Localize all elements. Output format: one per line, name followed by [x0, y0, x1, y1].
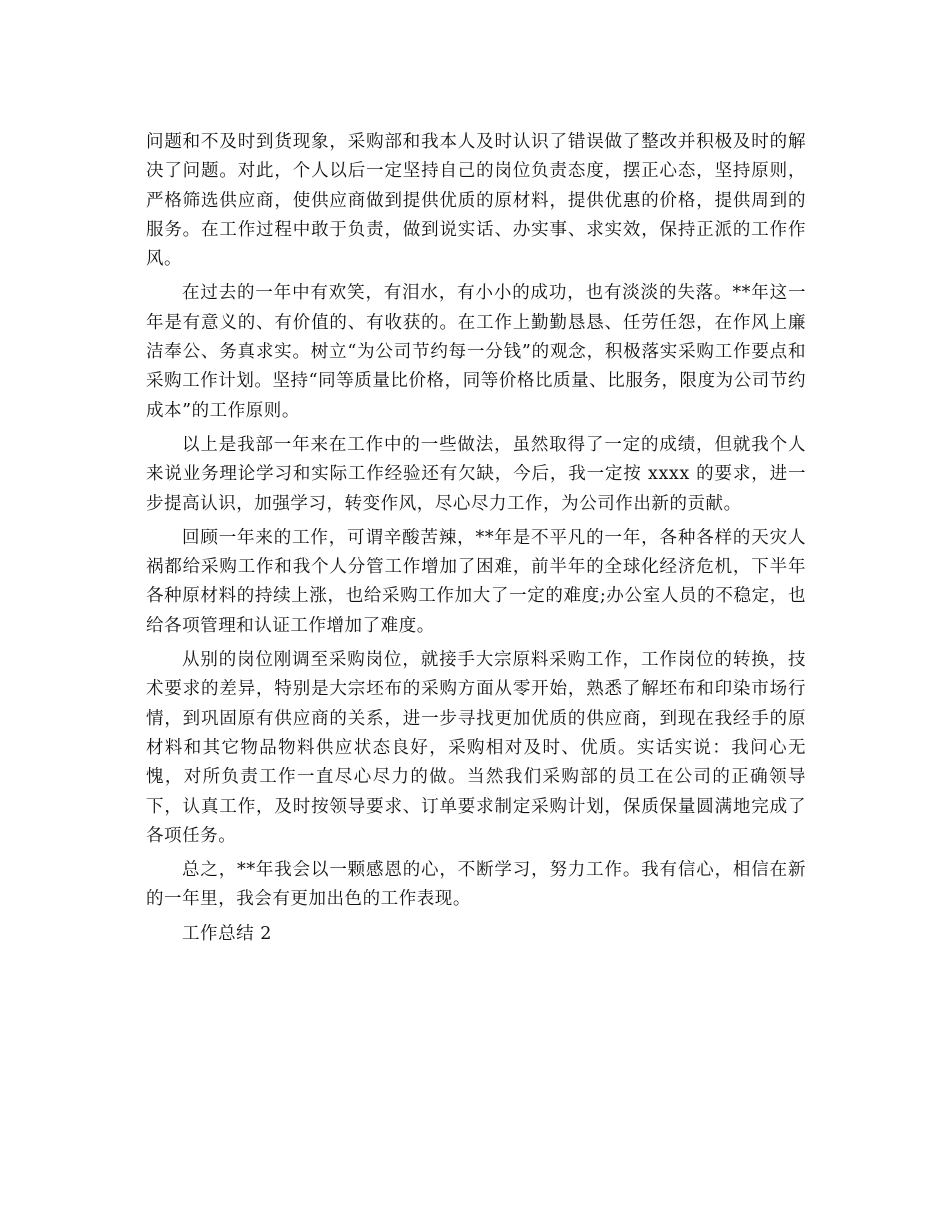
- paragraph-5: 从别的岗位刚调至采购岗位，就接手大宗原料采购工作，工作岗位的转换，技术要求的差异，特别是大宗坯布的采购方面从零开始，熟悉了解坯布和印染市场行情，到巩固原有供应商的关系，进一步寻找更加优质的供应商，到现在我经手的原材料和其它物品物料供应状态良好，采购相对及时、优质。实话实说：我问心无愧，对所负责工作一直尽心尽力的做。当然我们采购部的员工在公司的正确领导下，认真工作，及时按领导要求、订单要求制定采购计划，保质保量圆满地完成了各项任务。: [146, 650, 806, 846]
- paragraph-2: 在过去的一年中有欢笑，有泪水，有小小的成功，也有淡淡的失落。**年这一年是有意义的、有价值的、有收获的。在工作上勤勤恳恳、任劳任怨，在作风上廉洁奉公、务真求实。树立“为公司节约每一分钱”的观念，积极落实采购工作要点和采购工作计划。坚持“同等质量比价格，同等价格比质量、比服务，限度为公司节约成本”的工作原则。: [146, 283, 806, 421]
- section-heading: 工作总结 2: [182, 923, 272, 944]
- paragraph-6: 总之，**年我会以一颗感恩的心，不断学习，努力工作。我有信心，相信在新的一年里，我会有更加出色的工作表现。: [146, 860, 806, 910]
- paragraph-4: 回顾一年来的工作，可谓辛酸苦辣，**年是不平凡的一年，各种各样的天灾人祸都给采购工作和我个人分管工作增加了困难，前半年的全球化经济危机，下半年各种原材料的持续上涨，也给采购工作加大了一定的难度;办公室人员的不稳定，也给各项管理和认证工作增加了难度。: [146, 527, 806, 636]
- paragraph-3: 以上是我部一年来在工作中的一些做法，虽然取得了一定的成绩，但就我个人来说业务理论学习和实际工作经验还有欠缺，今后，我一定按 xxxx 的要求，进一步提高认识，加强学习，转变作风，尽心尽力工作，为公司作出新的贡献。: [146, 434, 806, 514]
- paragraph-1: 问题和不及时到货现象，采购部和我本人及时认识了错误做了整改并积极及时的解决了问题。对此，个人以后一定坚持自己的岗位负责态度，摆正心态，坚持原则，严格筛选供应商，使供应商做到提供优质的原材料，提供优惠的价格，提供周到的服务。在工作过程中敢于负责，做到说实话、办实事、求实效，保持正派的工作作风。: [146, 132, 806, 270]
- document-page: [146, 128, 806, 954]
